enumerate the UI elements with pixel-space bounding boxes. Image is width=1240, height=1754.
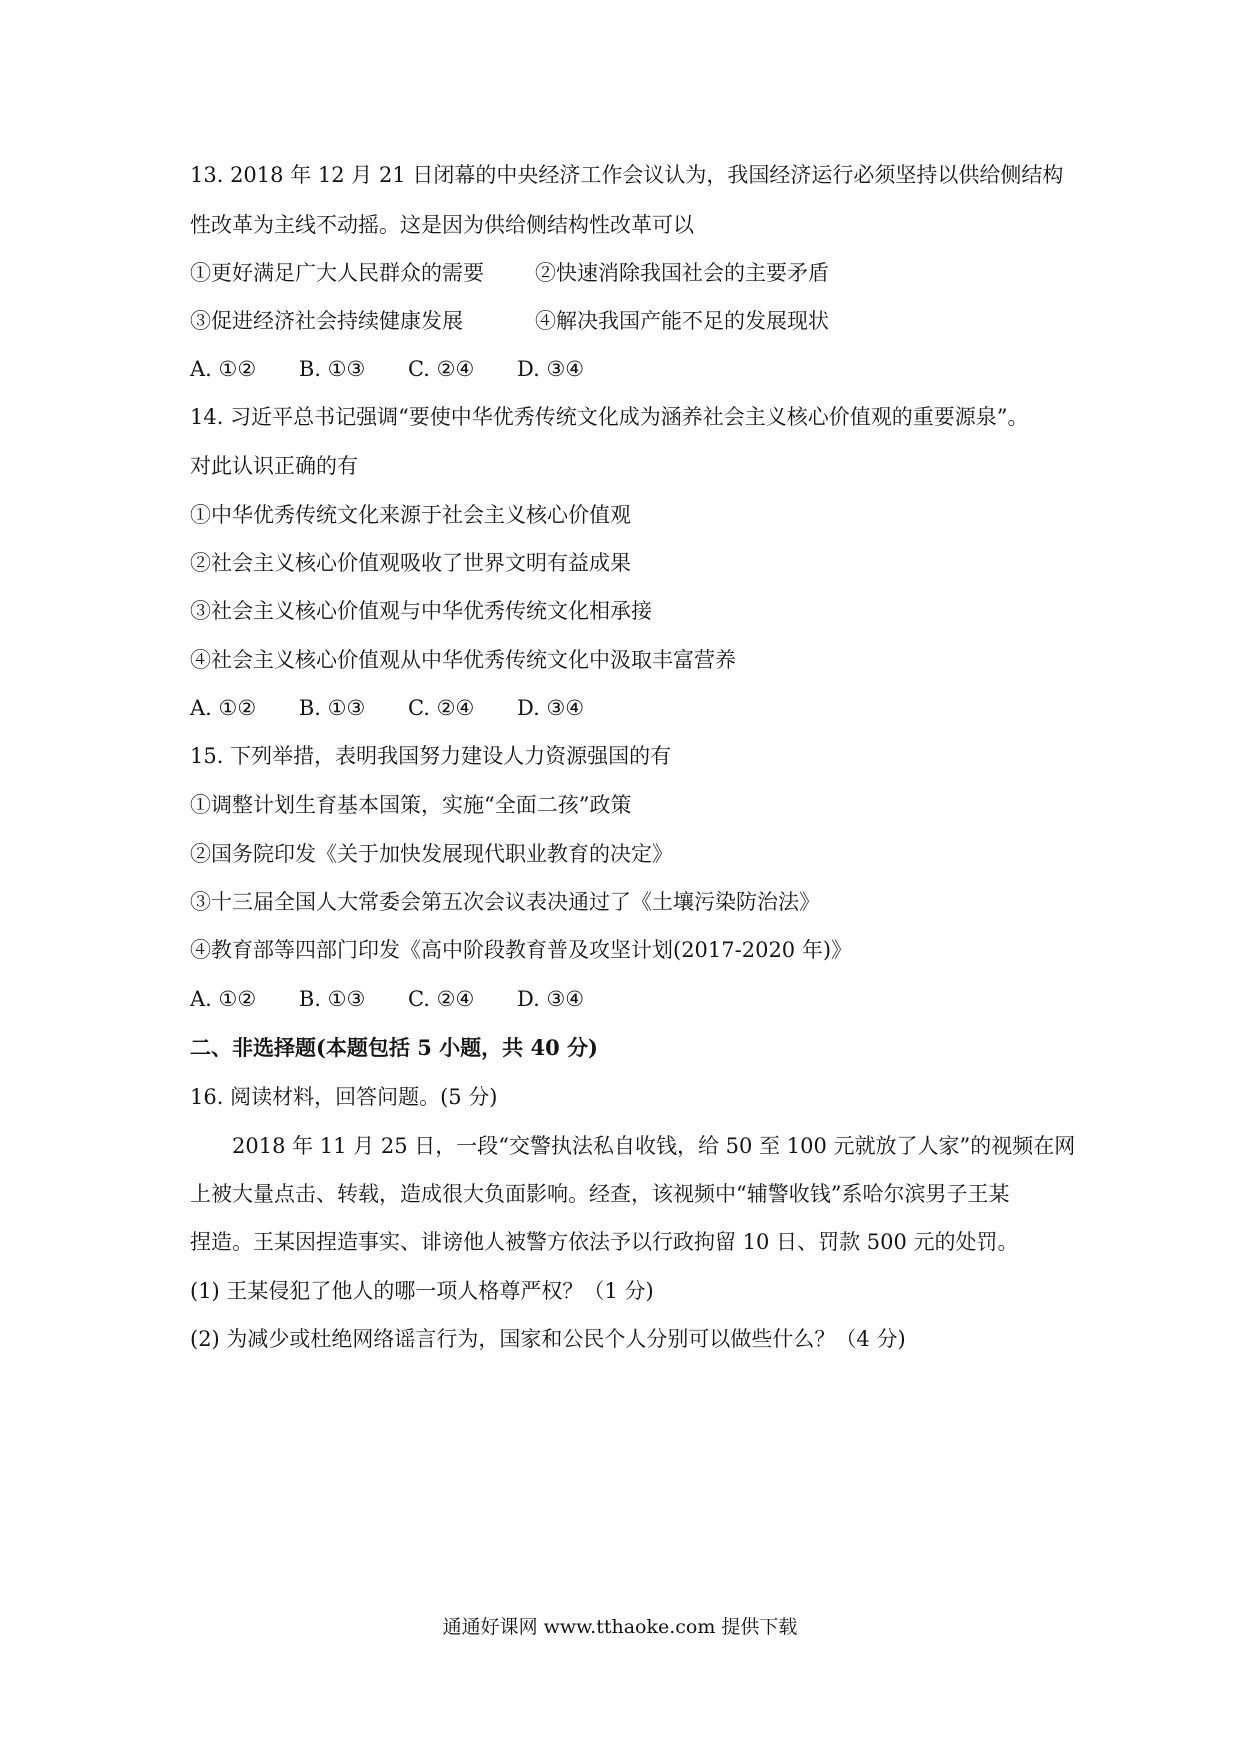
q14-option-c: C. ②④ — [407, 696, 475, 720]
q13-item-3: ③促进经济社会持续健康发展 — [190, 309, 463, 333]
q14-stem-line2: 对此认识正确的有 — [190, 454, 358, 478]
q14-options — [190, 693, 620, 723]
q13-stem-line2: 性改革为主线不动摇。这是因为供给侧结构性改革可以 — [190, 213, 694, 237]
q16-material-line3: 捏造。王某因捏造事实、诽谤他人被警方依法予以行政拘留 10 日、罚款 500 元的处罚。 — [190, 1230, 1019, 1254]
q15-item-3: ③十三届全国人大常委会第五次会议表决通过了《土壤污染防治法》 — [190, 890, 820, 914]
q16-material-line1: 2018 年 11 月 25 日，一段“交警执法私自收钱，给 50 至 100 元就放了人家”的视频在网 — [232, 1134, 1076, 1158]
q13-option-b: B. ①③ — [298, 357, 366, 381]
q16-material-line2: 上被大量点击、转载，造成很大负面影响。经查，该视频中“辅警收钱”系哈尔滨男子王某 — [190, 1182, 1010, 1206]
q14-option-a: A. ①② — [190, 696, 257, 720]
q13-stem-line1: 13. 2018 年 12 月 21 日闭幕的中央经济工作会议认为，我国经济运行必须坚持以供给侧结构 — [190, 163, 1064, 187]
q15-option-b: B. ①③ — [298, 987, 366, 1011]
q13-option-d: D. ③④ — [517, 357, 585, 381]
q14-item-3: ③社会主义核心价值观与中华优秀传统文化相承接 — [190, 599, 652, 623]
q15-item-4: ④教育部等四部门印发《高中阶段教育普及攻坚计划(2017-2020 年)》 — [190, 938, 853, 962]
q15-option-c: C. ②④ — [407, 987, 475, 1011]
q16-subquestion-2: (2) 为减少或杜绝网络谣言行为，国家和公民个人分别可以做些什么？（4 分) — [190, 1327, 906, 1351]
q13-option-c: C. ②④ — [407, 357, 475, 381]
q15-options — [190, 984, 620, 1014]
q14-item-1: ①中华优秀传统文化来源于社会主义核心价值观 — [190, 503, 631, 527]
q13-item-4: ④解决我国产能不足的发展现状 — [535, 309, 829, 333]
q14-option-b: B. ①③ — [298, 696, 366, 720]
q14-item-2: ②社会主义核心价值观吸收了世界文明有益成果 — [190, 551, 631, 575]
q16-stem: 16. 阅读材料，回答问题。(5 分) — [190, 1085, 498, 1109]
q15-stem: 15. 下列举措，表明我国努力建设人力资源强国的有 — [190, 744, 672, 768]
q15-item-1: ①调整计划生育基本国策，实施“全面二孩”政策 — [190, 793, 632, 817]
q15-option-d: D. ③④ — [517, 987, 585, 1011]
footer-text: 通通好课网 www.tthaoke.com 提供下载 — [442, 1616, 798, 1638]
section-heading: 二、非选择题(本题包括 5 小题，共 40 分) — [190, 1035, 598, 1060]
q14-stem-line1: 14. 习近平总书记强调“要使中华优秀传统文化成为涵养社会主义核心价值观的重要源泉”。 — [190, 405, 1029, 429]
q13-option-a: A. ①② — [190, 357, 257, 381]
q16-subquestion-1: (1) 王某侵犯了他人的哪一项人格尊严权？（1 分) — [190, 1279, 654, 1303]
q13-options — [190, 354, 620, 384]
q15-option-a: A. ①② — [190, 987, 257, 1011]
q14-item-4: ④社会主义核心价值观从中华优秀传统文化中汲取丰富营养 — [190, 648, 736, 672]
q13-item-1: ①更好满足广大人民群众的需要 — [190, 261, 484, 285]
q13-item-2: ②快速消除我国社会的主要矛盾 — [535, 261, 829, 285]
q15-item-2: ②国务院印发《关于加快发展现代职业教育的决定》 — [190, 842, 673, 866]
q14-option-d: D. ③④ — [517, 696, 585, 720]
